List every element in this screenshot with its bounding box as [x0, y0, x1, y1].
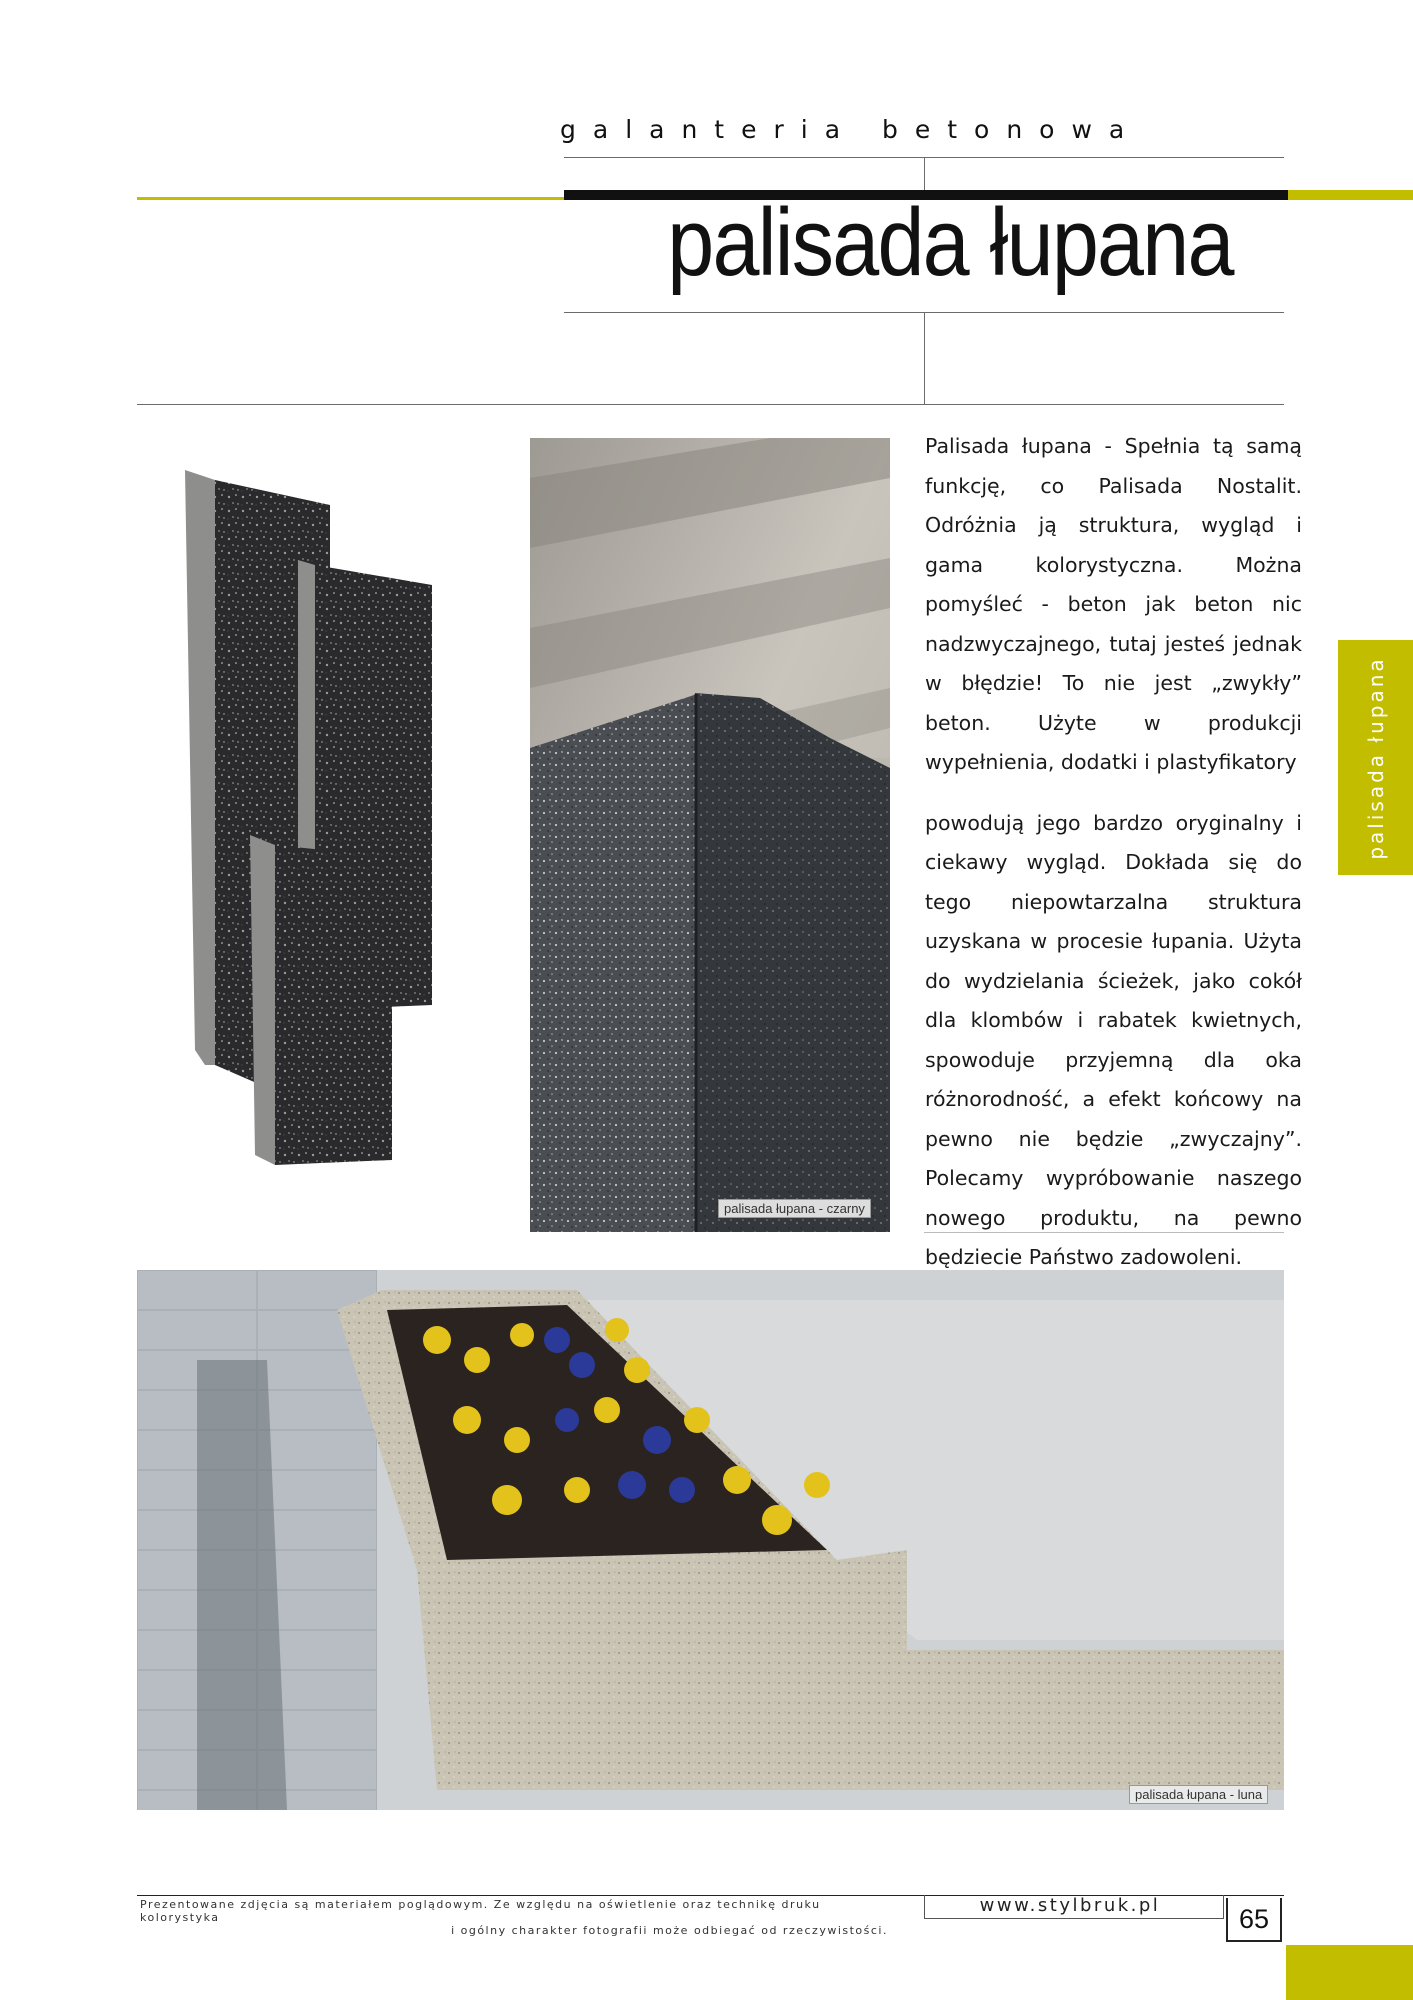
flowerbed-image	[137, 1270, 1284, 1810]
footer-disclaimer-line-1: Prezentowane zdjęcia są materiałem poglądowym. Ze względu na oświetlenie oraz technikę druku kolorystyka	[140, 1898, 821, 1924]
closeup-caption: palisada łupana - czarny	[718, 1199, 871, 1218]
accent-line-left	[137, 197, 564, 200]
corner-accent-block	[1286, 1945, 1413, 2000]
side-tab	[1338, 640, 1413, 875]
page-title: palisada łupana	[667, 189, 1233, 296]
footer-url[interactable]: www.stylbruk.pl	[979, 1895, 1161, 1916]
product-blocks-image	[170, 465, 440, 1165]
page-number: 65	[1226, 1898, 1282, 1942]
header-vertical-rule-top	[924, 157, 925, 192]
section-rule	[137, 404, 1284, 405]
closeup-image	[530, 438, 890, 1232]
footer-disclaimer-line-2: i ogólny charakter fotografii może odbiegać od rzeczywistości.	[451, 1924, 888, 1937]
section-kicker: galanteria betonowa	[560, 115, 1142, 144]
body-paragraph-2: powodują jego bardzo oryginalny i ciekawy wygląd. Dokłada się do tego niepowtarzalna struktura uzyskana w procesie łupania. Użyta do wydzielania ścieżek, jako cokół dla klombów i rabatek kwietnych, spowoduje przyjemną dla oka różnorodność, a efekt końcowy na pewno nie będzie „zwyczajny”. Polecamy wypróbowanie naszego nowego produktu, na pewno będziecie Państwo zadowoleni.	[925, 810, 1302, 1269]
body-paragraph-1: Palisada łupana - Spełnia tą samą funkcję, co Palisada Nostalit. Odróżnia ją struktura, wygląd i gama kolorystyczna. Można pomyśleć - beton jak beton nic nadzwyczajnego, tutaj jesteś jednak w błędzie! To nie jest „zwykły” beton. Użyte w produkcji wypełnienia, dodatki i plastyfikatory	[925, 434, 1302, 774]
flowerbed-caption: palisada łupana - luna	[1129, 1785, 1268, 1804]
header-vertical-rule-bottom	[924, 312, 925, 404]
text-end-rule	[924, 1232, 1284, 1233]
body-text	[925, 427, 1302, 1278]
accent-bar-right	[1288, 190, 1413, 200]
side-tab-label: palisada łupana	[1363, 655, 1388, 860]
footer-disclaimer	[140, 1898, 888, 1937]
